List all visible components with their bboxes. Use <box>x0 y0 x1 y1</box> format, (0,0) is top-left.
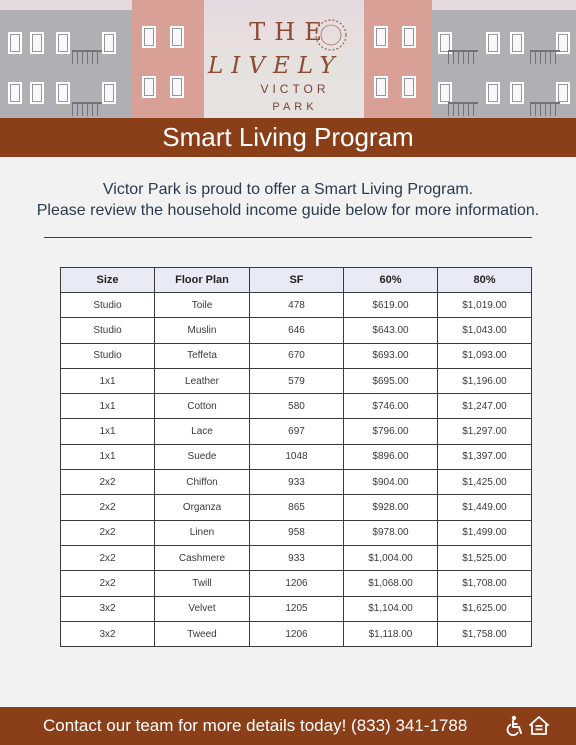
table-row <box>61 545 532 570</box>
logo-victor: VICTOR <box>260 82 330 96</box>
table-cell: 697 <box>250 419 344 444</box>
table-cell: $1,196.00 <box>438 368 532 393</box>
table-cell: Tweed <box>155 621 250 646</box>
table-row <box>61 343 532 368</box>
lively-logo <box>200 8 376 116</box>
table-cell: Organza <box>155 495 250 520</box>
table-cell: Chiffon <box>155 470 250 495</box>
table-cell: Cotton <box>155 394 250 419</box>
column-header: Size <box>61 268 155 293</box>
logo-park: PARK <box>272 101 318 113</box>
table-cell: 670 <box>250 343 344 368</box>
table-cell: $1,758.00 <box>438 621 532 646</box>
wheelchair-icon <box>505 715 525 737</box>
table-row <box>61 520 532 545</box>
table-cell: $1,297.00 <box>438 419 532 444</box>
table-cell: Studio <box>61 318 155 343</box>
table-cell: Studio <box>61 293 155 318</box>
table-cell: $1,708.00 <box>438 571 532 596</box>
table-row <box>61 318 532 343</box>
table-cell: $1,068.00 <box>344 571 438 596</box>
table-row <box>61 470 532 495</box>
table-cell: $746.00 <box>344 394 438 419</box>
table-header-row <box>61 268 532 293</box>
table-cell: 933 <box>250 545 344 570</box>
table-cell: Leather <box>155 368 250 393</box>
equal-housing-icon <box>528 715 550 737</box>
table-cell: Suede <box>155 444 250 469</box>
column-header: Floor Plan <box>155 268 250 293</box>
table-cell: $978.00 <box>344 520 438 545</box>
table-cell: Cashmere <box>155 545 250 570</box>
logo-lively: LIVELY <box>208 53 343 79</box>
table-cell: 1x1 <box>61 394 155 419</box>
table-cell: $1,499.00 <box>438 520 532 545</box>
table-cell: 1x1 <box>61 419 155 444</box>
logo-the: THE <box>249 18 331 46</box>
intro-line-1: Victor Park is proud to offer a Smart Living Program. <box>102 181 474 198</box>
table-cell: 2x2 <box>61 545 155 570</box>
table-cell: Studio <box>61 343 155 368</box>
column-header: 80% <box>438 268 532 293</box>
table-cell: Teffeta <box>155 343 250 368</box>
table-cell: 1048 <box>250 444 344 469</box>
table-cell: $695.00 <box>344 368 438 393</box>
page-title: Smart Living Program <box>0 118 576 157</box>
table-row <box>61 368 532 393</box>
table-cell: 2x2 <box>61 571 155 596</box>
table-row <box>61 293 532 318</box>
table-cell: $1,525.00 <box>438 545 532 570</box>
table-cell: 1206 <box>250 621 344 646</box>
table-cell: 2x2 <box>61 520 155 545</box>
table-row <box>61 495 532 520</box>
table-cell: Velvet <box>155 596 250 621</box>
table-cell: 579 <box>250 368 344 393</box>
header-banner <box>0 0 576 118</box>
intro-text <box>0 179 576 221</box>
table-cell: Twill <box>155 571 250 596</box>
contact-footer <box>0 707 576 745</box>
table-cell: 865 <box>250 495 344 520</box>
table-cell: 1205 <box>250 596 344 621</box>
table-row <box>61 444 532 469</box>
table-cell: 1206 <box>250 571 344 596</box>
table-cell: $1,093.00 <box>438 343 532 368</box>
table-cell: 933 <box>250 470 344 495</box>
table-cell: $796.00 <box>344 419 438 444</box>
table-cell: Toile <box>155 293 250 318</box>
table-cell: 1x1 <box>61 444 155 469</box>
intro-line-2: Please review the household income guide below for more information. <box>36 202 540 219</box>
table-cell: 958 <box>250 520 344 545</box>
table-cell: $1,043.00 <box>438 318 532 343</box>
table-cell: $896.00 <box>344 444 438 469</box>
table-cell: $1,118.00 <box>344 621 438 646</box>
table-cell: 3x2 <box>61 596 155 621</box>
table-cell: $1,449.00 <box>438 495 532 520</box>
table-cell: $1,247.00 <box>438 394 532 419</box>
table-cell: $619.00 <box>344 293 438 318</box>
table-row <box>61 571 532 596</box>
column-header: SF <box>250 268 344 293</box>
contact-text: Contact our team for more details today! (833) 341-1788 <box>43 716 468 735</box>
table-cell: 2x2 <box>61 495 155 520</box>
table-cell: Muslin <box>155 318 250 343</box>
table-cell: $643.00 <box>344 318 438 343</box>
table-cell: 3x2 <box>61 621 155 646</box>
table-cell: $1,104.00 <box>344 596 438 621</box>
table-cell: $1,625.00 <box>438 596 532 621</box>
table-cell: Lace <box>155 419 250 444</box>
table-cell: $1,397.00 <box>438 444 532 469</box>
table-row <box>61 621 532 646</box>
table-cell: 2x2 <box>61 470 155 495</box>
table-cell: 580 <box>250 394 344 419</box>
table-row <box>61 596 532 621</box>
table-cell: $1,019.00 <box>438 293 532 318</box>
table-cell: $1,004.00 <box>344 545 438 570</box>
table-cell: $693.00 <box>344 343 438 368</box>
table-cell: 646 <box>250 318 344 343</box>
table-cell: 1x1 <box>61 368 155 393</box>
table-row <box>61 419 532 444</box>
table-cell: Linen <box>155 520 250 545</box>
column-header: 60% <box>344 268 438 293</box>
table-cell: 478 <box>250 293 344 318</box>
income-guide-table <box>60 267 532 647</box>
table-row <box>61 394 532 419</box>
table-cell: $1,425.00 <box>438 470 532 495</box>
section-divider <box>44 237 532 238</box>
logo-emblem <box>310 14 352 56</box>
table-cell: $928.00 <box>344 495 438 520</box>
table-cell: $904.00 <box>344 470 438 495</box>
